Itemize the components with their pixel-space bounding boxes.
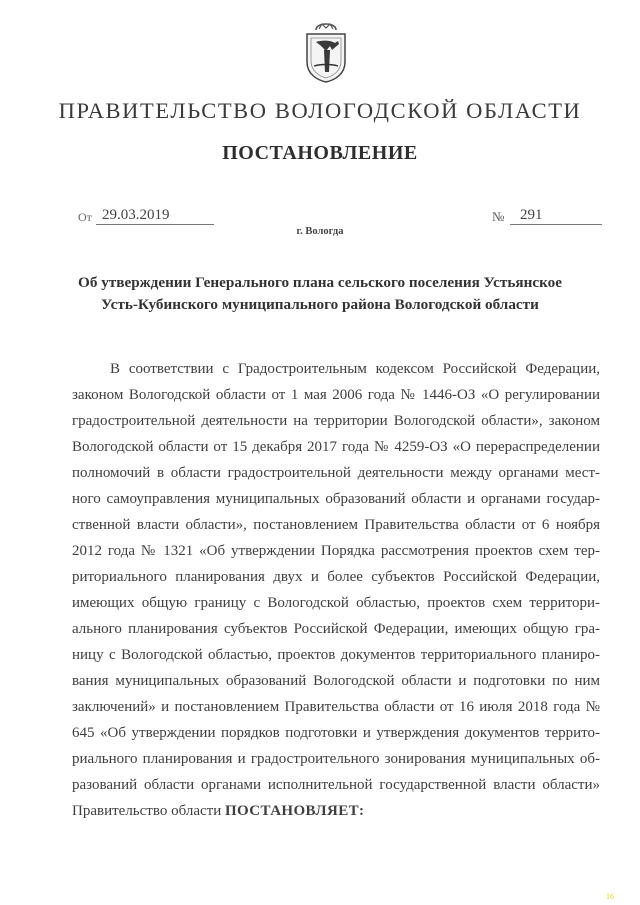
city-name: г. Вологда: [296, 226, 344, 237]
resolution-line: [72, 798, 600, 824]
body-line: 645 «Об утверждении порядков подготовки и утверждения документов террито-: [72, 725, 600, 741]
body-line: ственной власти области», постановлением Правительства области от 6 ноября: [72, 517, 600, 533]
body-line: ницу с Вологодской областью, проектов документов территориального планиро-: [72, 647, 600, 663]
subject-line: Об утверждении Генерального плана сельского поселения Устьянское: [78, 274, 562, 291]
body-line: 2012 года № 1321 «Об утверждении Порядка рассмотрения проектов схем тер-: [72, 543, 600, 559]
body-line: заключений» и постановлением Правительства области от 16 июля 2018 года №: [72, 699, 600, 715]
body-line: ального планирования субъектов Российской Федерации, имеющих общую гра-: [72, 621, 600, 637]
resolution-prefix: Правительство области: [72, 803, 225, 819]
number-label: №: [492, 209, 505, 224]
subject-line: Усть-Кубинского муниципального района Вологодской области: [101, 296, 539, 313]
organization-title: ПРАВИТЕЛЬСТВО ВОЛОГОДСКОЙ ОБЛАСТИ: [58, 98, 582, 123]
date-label: От: [78, 210, 92, 224]
body-line: риториального планирования двух и более субъектов Российской Федерации,: [72, 569, 600, 585]
body-line: разований области органами исполнительной государственной власти области»: [72, 777, 600, 793]
body-line: законом Вологодской области от 1 мая 2006 года № 1446-ОЗ «О регулировании: [72, 387, 600, 403]
body-line: риального планирования и градостроительного зонирования муниципальных об-: [72, 751, 600, 767]
body-line: ного самоуправления муниципальных образований области и органами государ-: [72, 491, 600, 507]
resolution-keyword: ПОСТАНОВЛЯЕТ:: [224, 803, 365, 819]
document-date: 29.03.2019: [96, 206, 214, 225]
body-line: вания муниципальных образований Вологодской области и подготовки по ним: [72, 673, 600, 689]
body-line: В соответствии с Градостроительным кодексом Российской Федерации,: [110, 361, 600, 377]
document-body: [72, 356, 600, 824]
document-meta-row: [0, 206, 640, 228]
body-line: имеющих общую границу с Вологодской областью, проектов схем территори-: [72, 595, 600, 611]
document-type-title: ПОСТАНОВЛЕНИЕ: [222, 142, 418, 164]
coat-of-arms-icon: [302, 20, 350, 84]
document-subject: [40, 272, 600, 316]
page-mark: 16: [606, 892, 614, 901]
document-number: 291: [510, 206, 602, 225]
coat-of-arms-emblem: [302, 20, 350, 84]
body-line: полномочий в области градостроительной деятельности между органами мест-: [72, 465, 600, 481]
body-line: Вологодской области от 15 декабря 2017 года № 4259-ОЗ «О перераспределении: [72, 439, 600, 455]
body-line: градостроительной деятельности на территории Вологодской области», законом: [72, 413, 600, 429]
